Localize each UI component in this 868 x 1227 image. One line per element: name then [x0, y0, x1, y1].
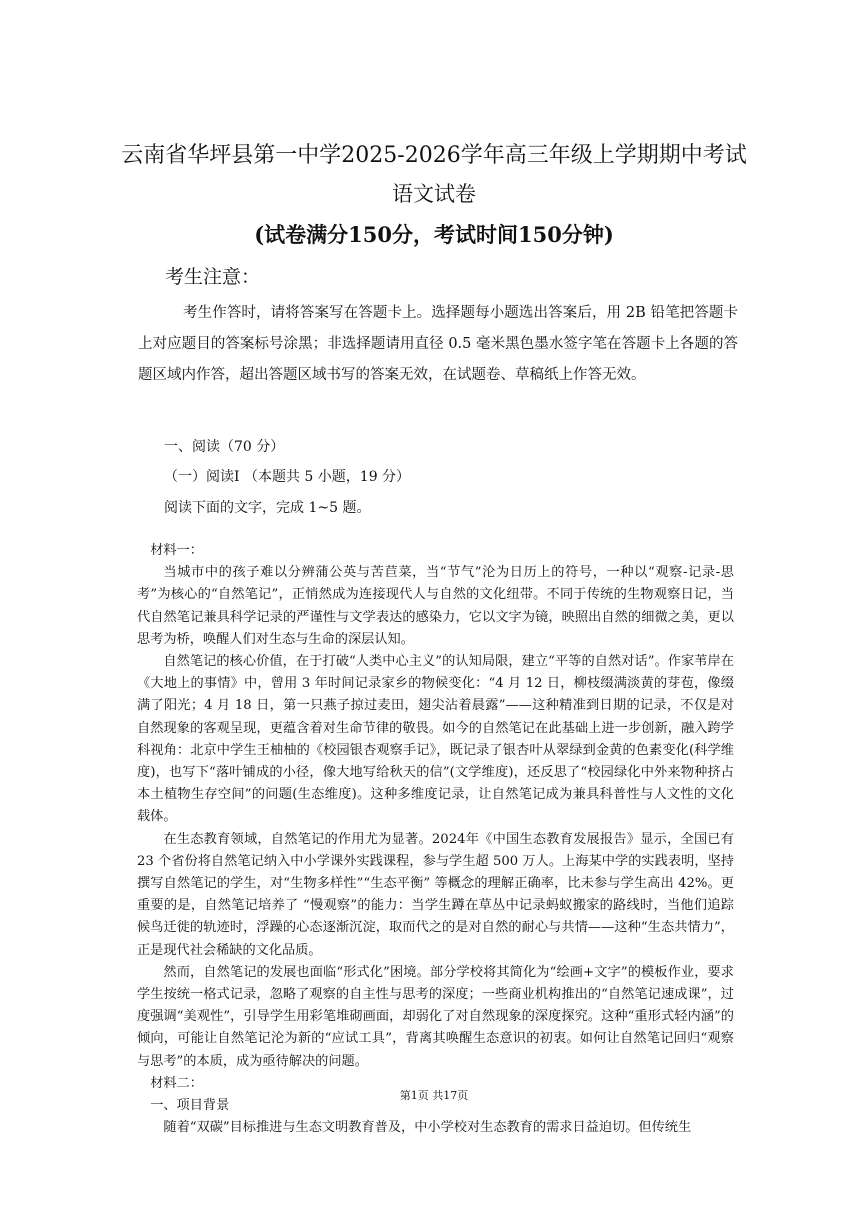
material2-item: 一、项目背景: [150, 1098, 230, 1114]
notice-heading: 考生注意：: [165, 266, 261, 288]
exam-title: 云南省华坪县第一中学2025-2026学年高三年级上学期期中考试: [121, 143, 747, 168]
material2-label: 材料二：: [150, 1075, 203, 1091]
subsection-heading: （一）阅读Ⅰ （本题共 5 小题，19 分）: [164, 469, 411, 485]
paragraph: 自然笔记的核心价值，在于打破“人类中心主义”的认知局限，建立“平等的自然对话”。作家苇岸在《大地上的事情》中，曾用 3 年时间记录家乡的物候变化：“4 月 12 日，柳枝缀满淡黄的芽苞，像缀满了阳光；4 月 18 日，第一只燕子掠过麦田，翅尖沾着晨露”——这种精准到日期的记录，不仅是对自然现象的客观呈现，更蕴含着对生命节律的敬畏。如今的自然笔记在此基础上进一步创新，融入跨学科视角：北京中学生王柚柚的《校园银杏观察手记》，既记录了银杏叶从翠绿到金黄的色素变化(科学维度)，也写下“落叶铺成的小径，像大地写给秋天的信”(文学维度)，还反思了“校园绿化中外来物种挤占本土植物生存空间”的问题(生态维度)。这种多维度记录，让自然笔记成为兼具科普性与人文性的文化载体。: [137, 654, 734, 825]
exam-subject: 语文试卷: [392, 182, 476, 206]
instruction-text: 阅读下面的文字，完成 1~5 题。: [164, 500, 371, 516]
section-heading: 一、阅读（70 分）: [164, 439, 285, 455]
paragraph: 当城市中的孩子难以分辨蒲公英与苦苣菜，当“节气”沦为日历上的符号，一种以“观察-记录-思考”为核心的“自然笔记”，正悄然成为连接现代人与自然的文化纽带。不同于传统的生物观察日记，当代自然笔记兼具科学记录的严谨性与文学表达的感染力，它以文字为镜，映照出自然的细微之美，更以思考为桥，唤醒人们对生态与生命的深层认知。: [137, 565, 734, 647]
paragraph: 在生态教育领域，自然笔记的作用尤为显著。2024年《中国生态教育发展报告》显示，全国已有 23 个省份将自然笔记纳入中小学课外实践课程，参与学生超 500 万人。上海某中学的实践表明，坚持撰写自然笔记的学生，对“生物多样性”“生态平衡” 等概念的理解正确率，比未参与学生高出 42%。更重要的是，自然笔记培养了 “慢观察”的能力：当学生蹲在草丛中记录蚂蚁搬家的路线时，当他们追踪候鸟迁徙的轨迹时，浮躁的心态逐渐沉淀，取而代之的是对自然的耐心与共情——这种“生态共情力”，正是现代社会稀缺的文化品质。: [137, 831, 734, 958]
page-number: 第1页 共17页: [399, 1089, 469, 1102]
paragraph: 然而，自然笔记的发展也面临“形式化”困境。部分学校将其简化为“绘画+文字”的模板作业，要求学生按统一格式记录，忽略了观察的自主性与思考的深度；一些商业机构推出的“自然笔记速成课”，过度强调“美观性”，引导学生用彩笔堆砌画面，却弱化了对自然现象的深度探究。这种“重形式轻内涵”的倾向，可能让自然笔记沦为新的“应试工具”，背离其唤醒生态意识的初衷。如何让自然笔记回归“观察与思考”的本质，成为亟待解决的问题。: [137, 964, 734, 1069]
paragraph: 随着“双碳”目标推进与生态文明教育普及，中小学校对生态教育的需求日益迫切。但传统生: [163, 1120, 692, 1136]
notice-text: 考生作答时，请将答案写在答题卡上。选择题每小题选出答案后，用 2B 铅笔把答题卡上对应题目的答案标号涂黑；非选择题请用直径 0.5 毫米黑色墨水签字笔在答题卡上各题的答题区域内作答，超出答题区域书写的答案无效，在试题卷、草稿纸上作答无效。: [138, 305, 738, 383]
exam-info: (试卷满分150分，考试时间150分钟): [254, 222, 614, 247]
material1-label: 材料一：: [150, 543, 203, 558]
passage: [137, 540, 734, 1139]
